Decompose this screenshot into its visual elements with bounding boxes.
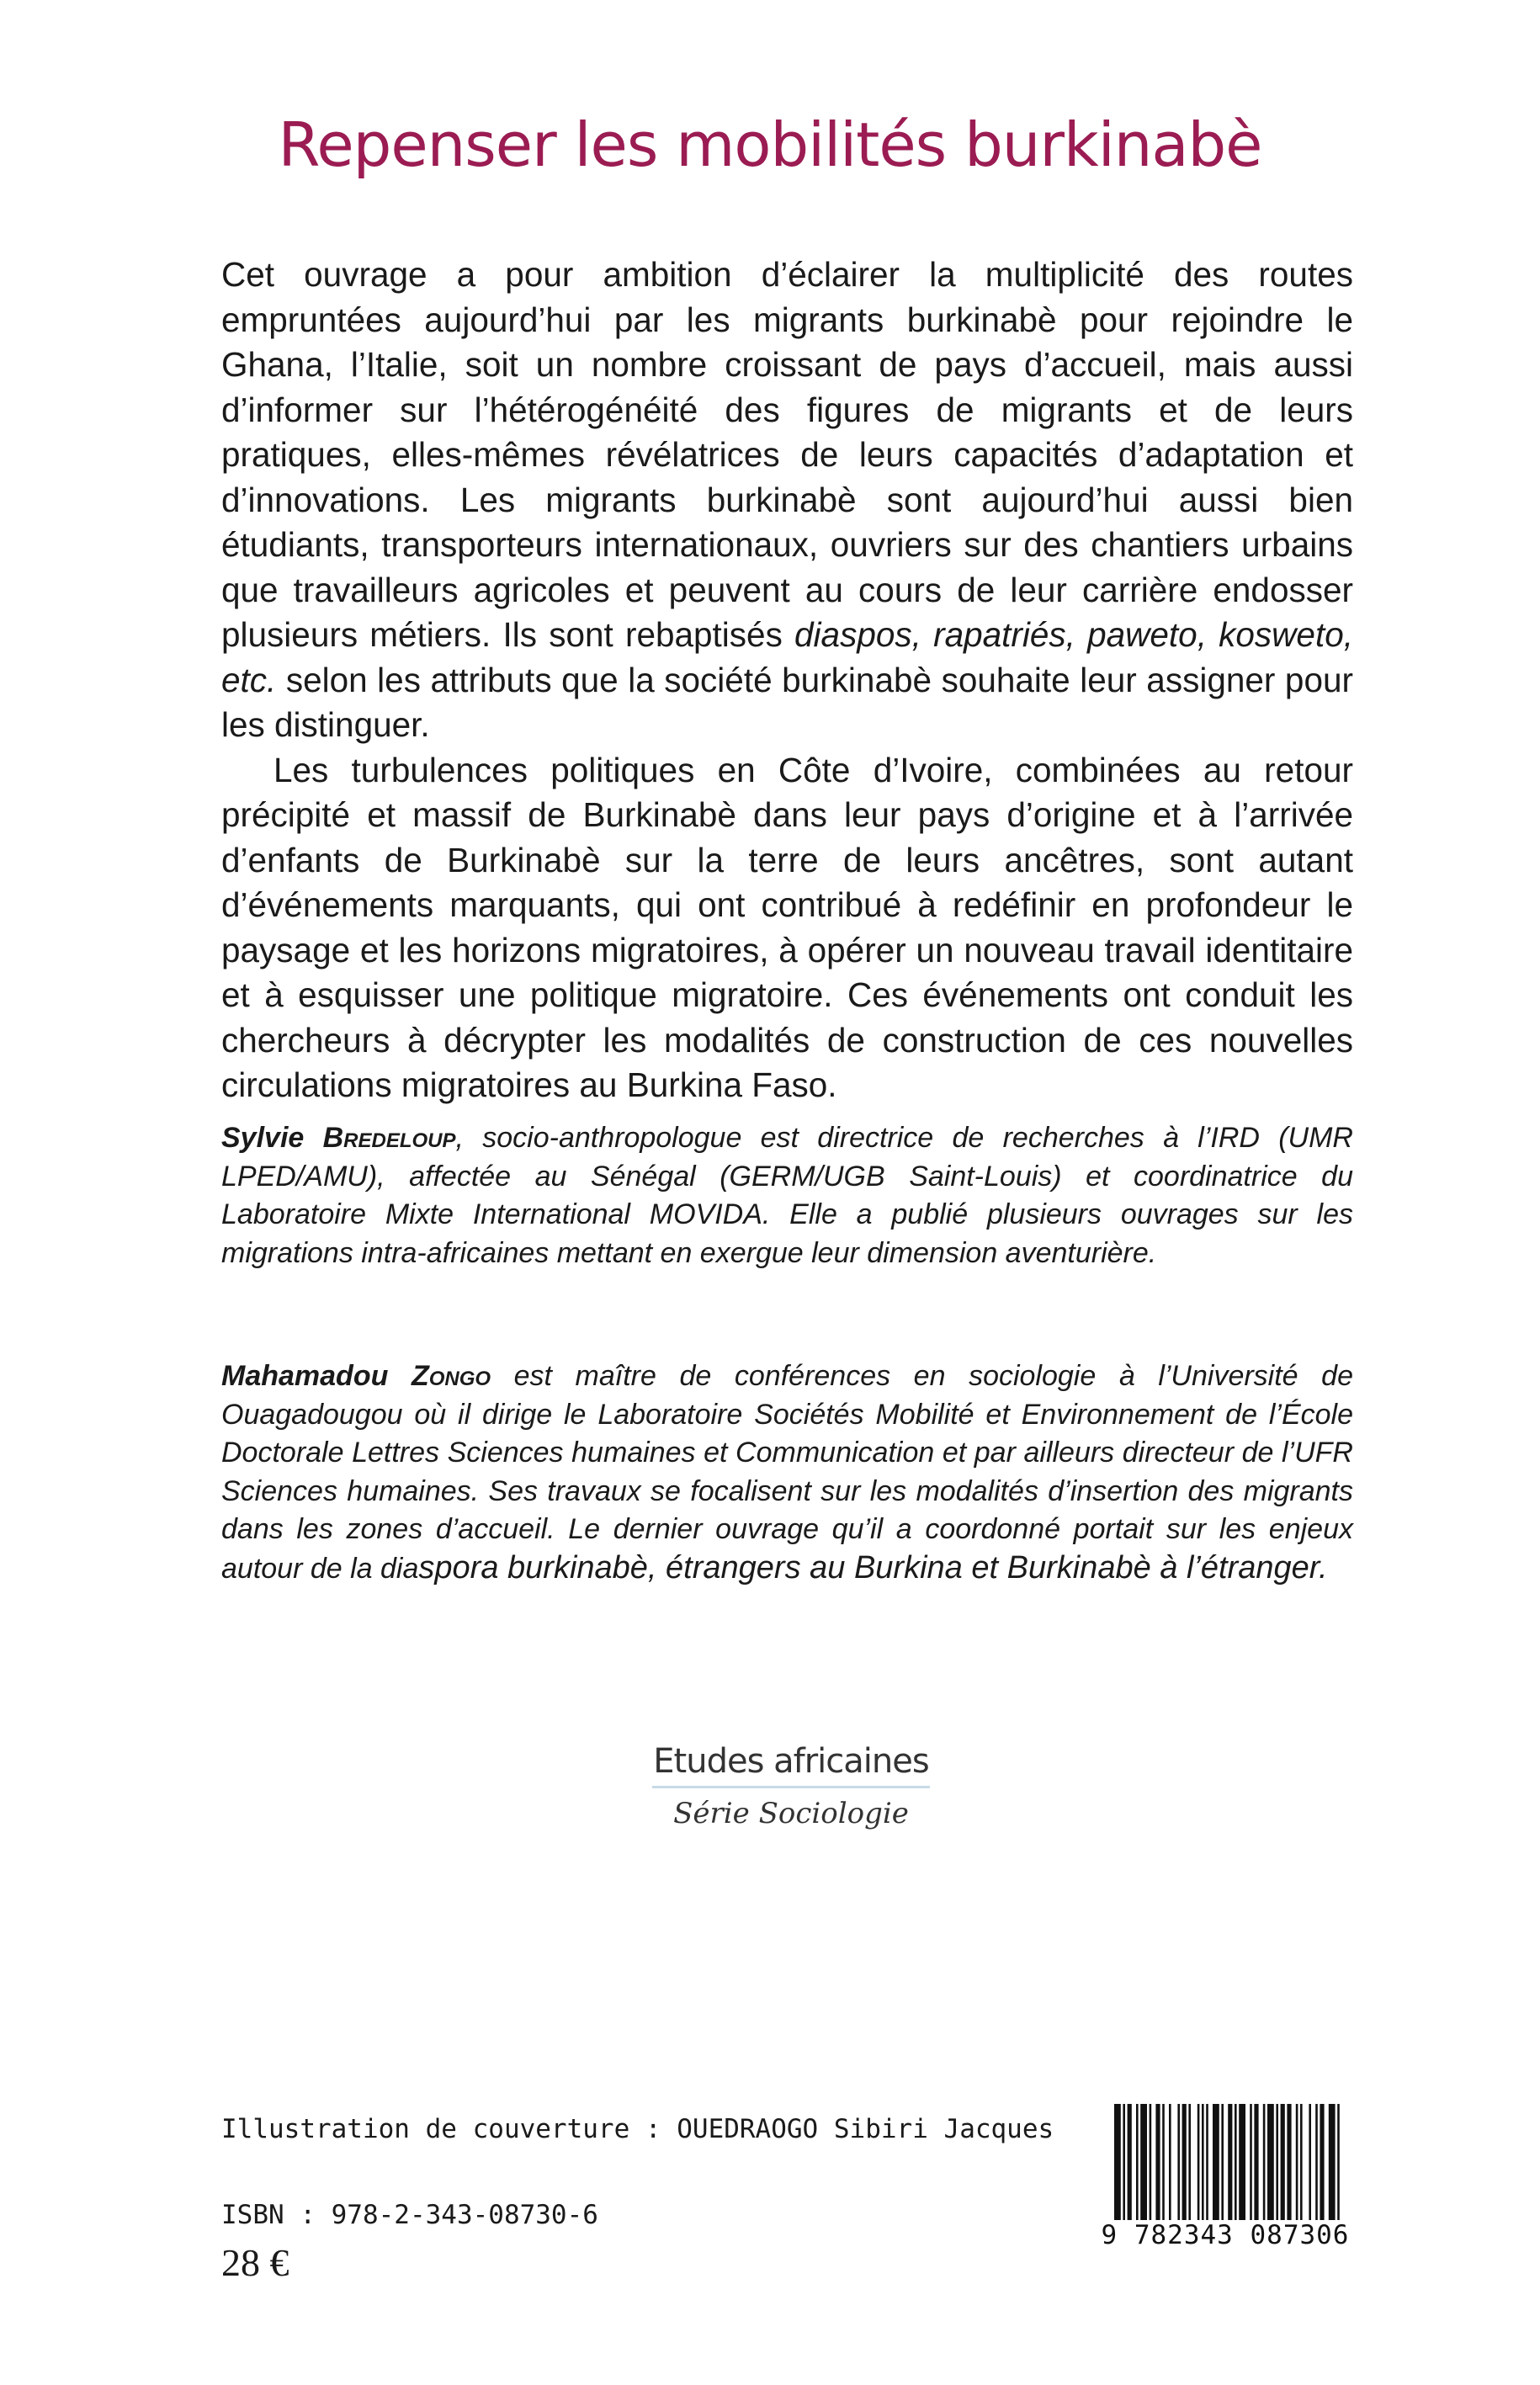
price: 28 € — [221, 2241, 289, 2284]
barcode-bar — [1239, 2104, 1245, 2222]
barcode-bar — [1309, 2104, 1311, 2222]
summary — [221, 252, 1353, 1108]
barcode-bar — [1206, 2104, 1208, 2222]
author-bio-text-end: spora burkinabè, étrangers au Burkina et Burkinabè à l’étranger. — [418, 1549, 1328, 1586]
barcode-bar — [1315, 2104, 1318, 2222]
barcode-bar — [1197, 2104, 1200, 2222]
author-first-name: Mahamadou — [221, 1360, 389, 1392]
illustration-credit: Illustration de couverture : OUEDRAOGO Sibiri Jacques — [221, 2114, 1054, 2144]
author-first-name: Sylvie — [221, 1122, 305, 1154]
summary-paragraph-1 — [221, 252, 1353, 748]
author-last-name: Bredeloup — [322, 1122, 456, 1154]
author-last-name: Zongo — [411, 1360, 491, 1392]
barcode-bar — [1281, 2104, 1285, 2222]
barcode-bar — [1276, 2104, 1278, 2222]
barcode-bar — [1155, 2104, 1160, 2222]
barcode-bar — [1337, 2104, 1340, 2222]
barcode-bar — [1202, 2104, 1204, 2222]
author-bio-bredeloup — [221, 1119, 1353, 1272]
barcode-bar — [1162, 2104, 1165, 2222]
barcode-bar — [1267, 2104, 1274, 2222]
barcode-bar — [1329, 2104, 1336, 2222]
barcode-bar — [1136, 2104, 1139, 2222]
barcode-bar — [1296, 2104, 1298, 2222]
barcode-bar — [1128, 2104, 1132, 2222]
author-bio-text: est maître de conférences en sociologie à l’Université de Ouagadougou où il dirige le Laboratoire Sociétés Mobilité et Environnement de l’École Doctorale Lettres Sciences humaines et Communication et par ailleurs directeur de l’UFR Sciences humaines. Ses travaux se focalisent sur les modalités d’insertion des migrants dans les zones d’accueil. Le dernier ouvrage qu’il a coordonné portait sur les enjeux autour de la dia — [221, 1360, 1353, 1585]
collection-logo — [652, 1742, 930, 1830]
summary-p1-text-b: selon les attributs que la société burkinabè souhaite leur assigner pour les distinguer. — [221, 660, 1353, 744]
book-title: Repenser les mobilités burkinabè — [278, 109, 1262, 180]
barcode-bars — [1099, 2104, 1351, 2222]
barcode-bar — [1177, 2104, 1180, 2222]
barcode-bar — [1300, 2104, 1303, 2222]
collection-series: Série Sociologie — [673, 1797, 909, 1830]
barcode-bar — [1188, 2104, 1191, 2222]
barcode-bar — [1287, 2104, 1291, 2222]
barcode-bar — [1250, 2104, 1252, 2222]
author-bio-zongo — [221, 1357, 1353, 1588]
barcode-bar — [1263, 2104, 1266, 2222]
barcode-bar — [1221, 2104, 1224, 2222]
barcode-digits: 9 782343 087306 — [1099, 2220, 1351, 2250]
barcode-bar — [1169, 2104, 1171, 2222]
author-bio-text: , socio-anthropologue est directrice de recherches à l’IRD (UMR LPED/AMU), affectée au Sénégal (GERM/UGB Saint-Louis) et coordinatrice du Laboratoire Mixte International MOVIDA. Elle a publié plusieurs ouvrages sur les migrations intra-africaines mettant en exergue leur dimension aventurière. — [221, 1122, 1353, 1269]
isbn: ISBN : 978-2-343-08730-6 — [221, 2200, 598, 2230]
barcode-bar — [1254, 2104, 1258, 2222]
barcode-bar — [1140, 2104, 1147, 2222]
summary-paragraph-2: Les turbulences politiques en Côte d’Ivoire, combinées au retour précipité et massif de Burkinabè dans leur pays d’origine et à l’arrivée d’enfants de Burkinabè sur la terre de leurs ancêtres, sont autant d’événements marquants, qui ont contribué à redéfinir en profondeur le paysage et les horizons migratoires, à opérer un nouveau travail identitaire et à esquisser une politique migratoire. Ces événements ont conduit les chercheurs à décrypter les modalités de construction de ces nouvelles circulations migratoires au Burkina Faso. — [221, 750, 1353, 1104]
summary-p1-italic: diaspos, rapatriés, paweto, kosweto, etc. — [221, 615, 1353, 699]
barcode-bar — [1235, 2104, 1237, 2222]
barcode-bar — [1213, 2104, 1219, 2222]
barcode-bar — [1150, 2104, 1152, 2222]
barcode-bar — [1182, 2104, 1187, 2222]
barcode-bar — [1320, 2104, 1324, 2222]
collection-name: Etudes africaines — [652, 1742, 930, 1788]
barcode — [1099, 2104, 1351, 2255]
barcode-bar — [1228, 2104, 1232, 2222]
barcode-bar — [1114, 2104, 1121, 2222]
barcode-bar — [1123, 2104, 1125, 2222]
summary-p1-text-a: Cet ouvrage a pour ambition d’éclairer la multiplicité des routes empruntées aujourd’hui par les migrants burkinabè pour rejoindre le Ghana, l’Italie, soit un nombre croissant de pays d’accueil, mais aussi d’informer sur l’hétérogénéité des figures de migrants et de leurs pratiques, elles-mêmes révélatrices de leurs capacités d’adaptation et d’innovations. Les migrants burkinabè sont aujourd’hui aussi bien étudiants, transporteurs internationaux, ouvriers sur des chantiers urbains que travailleurs agricoles et peuvent au cours de leur carrière endosser plusieurs métiers. Ils sont rebaptisés — [221, 255, 1353, 654]
